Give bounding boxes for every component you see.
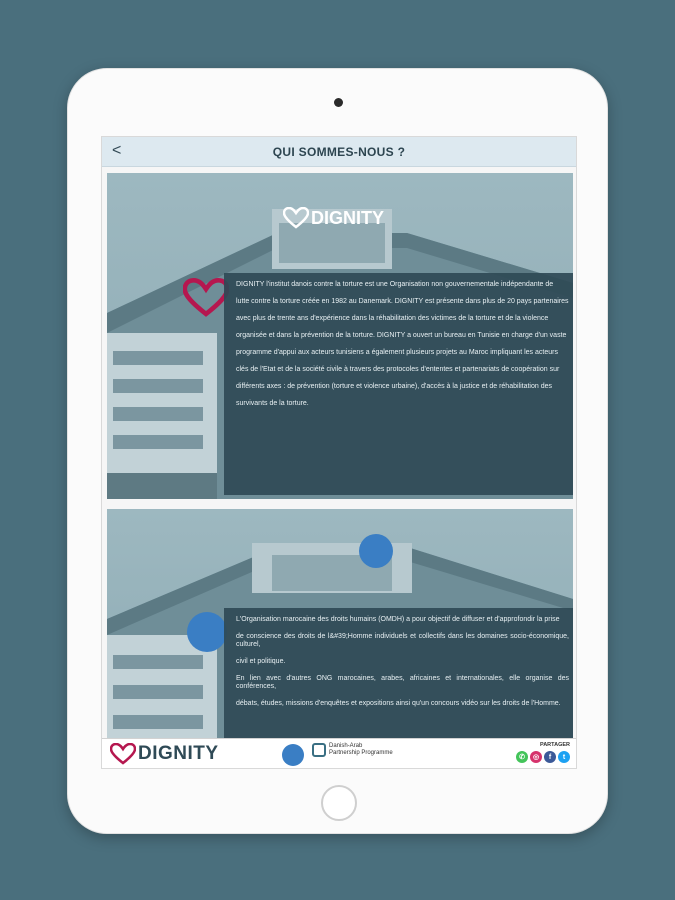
instagram-icon[interactable]: ◎ [530, 751, 542, 763]
tablet-frame [67, 68, 608, 834]
paragraph: différents axes : de prévention (torture et violence urbaine), d'accès à la justice et de réhabilitation des [236, 383, 553, 390]
partners-footer [102, 738, 576, 769]
share-section [516, 742, 570, 763]
whatsapp-icon[interactable]: ✆ [516, 751, 528, 763]
back-arrow-icon[interactable]: < [112, 142, 122, 159]
paragraph: programme d'appui aux acteurs tunisiens a également plusieurs projets au Maroc impliquant les acteurs [236, 349, 558, 356]
footer-dignity-label: DIGNITY [138, 743, 219, 764]
dignity-heart-icon [183, 277, 229, 319]
paragraph: de conscience des droits de l&#39;Homme individuels et collectifs dans les domaines socio-économique, culturel, [236, 633, 569, 648]
share-icons [516, 751, 570, 763]
footer-dapp-logo [312, 743, 393, 757]
paragraph: débats, études, missions d'enquêtes et expositions ainsi qu'un concours vidéo sur les droits de l'Homme. [236, 700, 561, 707]
footer-dignity-logo [110, 743, 219, 765]
paragraph: lutte contre la torture créée en 1982 au Danemark. DIGNITY est présente dans plus de 20 pays partenaires [236, 298, 569, 305]
omdh-sign-logo-icon [359, 534, 393, 568]
paragraph: clés de l'Etat et de la société civile à travers des protocoles d'ententes et partenariats de coopération sur [236, 366, 560, 373]
paragraph: En lien avec d'autres ONG marocaines, arabes, africaines et internationales, elle organise des conférences, [236, 675, 569, 690]
camera-dot [334, 98, 343, 107]
omdh-card [107, 509, 573, 739]
paragraph: survivants de la torture. [236, 400, 309, 407]
omdh-logo-icon [187, 612, 227, 652]
share-label: PARTAGER [539, 742, 570, 748]
dapp-logo-icon [312, 743, 326, 757]
page-title: QUI SOMMES-NOUS ? [272, 144, 406, 159]
dapp-line2: Partnership Programme [329, 750, 393, 756]
sign-label: DIGNITY [311, 207, 385, 228]
dignity-building-sign [283, 207, 384, 229]
footer-omdh-logo-icon [282, 744, 304, 766]
top-bar [102, 137, 576, 167]
paragraph: L'Organisation marocaine des droits humains (OMDH) a pour objectif de diffuser et d'approfondir la prise [236, 616, 560, 623]
paragraph: organisée et dans la prévention de la torture. DIGNITY a ouvert un bureau en Tunisie en charge d'un vaste [236, 332, 567, 339]
omdh-description [224, 608, 573, 739]
dignity-description [224, 273, 573, 495]
heart-logo-icon [283, 207, 309, 229]
dignity-card [107, 173, 573, 499]
app-screen [101, 136, 577, 769]
paragraph: civil et politique. [236, 658, 286, 665]
paragraph: DIGNITY l'institut danois contre la torture est une Organisation non gouvernementale indépendante de [236, 281, 554, 288]
facebook-icon[interactable]: f [544, 751, 556, 763]
twitter-icon[interactable]: t [558, 751, 570, 763]
dapp-line1: Danish-Arab [329, 743, 363, 749]
home-button[interactable] [321, 785, 357, 821]
paragraph: avec plus de trente ans d'expérience dans la réhabilitation des victimes de la torture et de la violence [236, 315, 549, 322]
heart-logo-icon [110, 743, 136, 765]
